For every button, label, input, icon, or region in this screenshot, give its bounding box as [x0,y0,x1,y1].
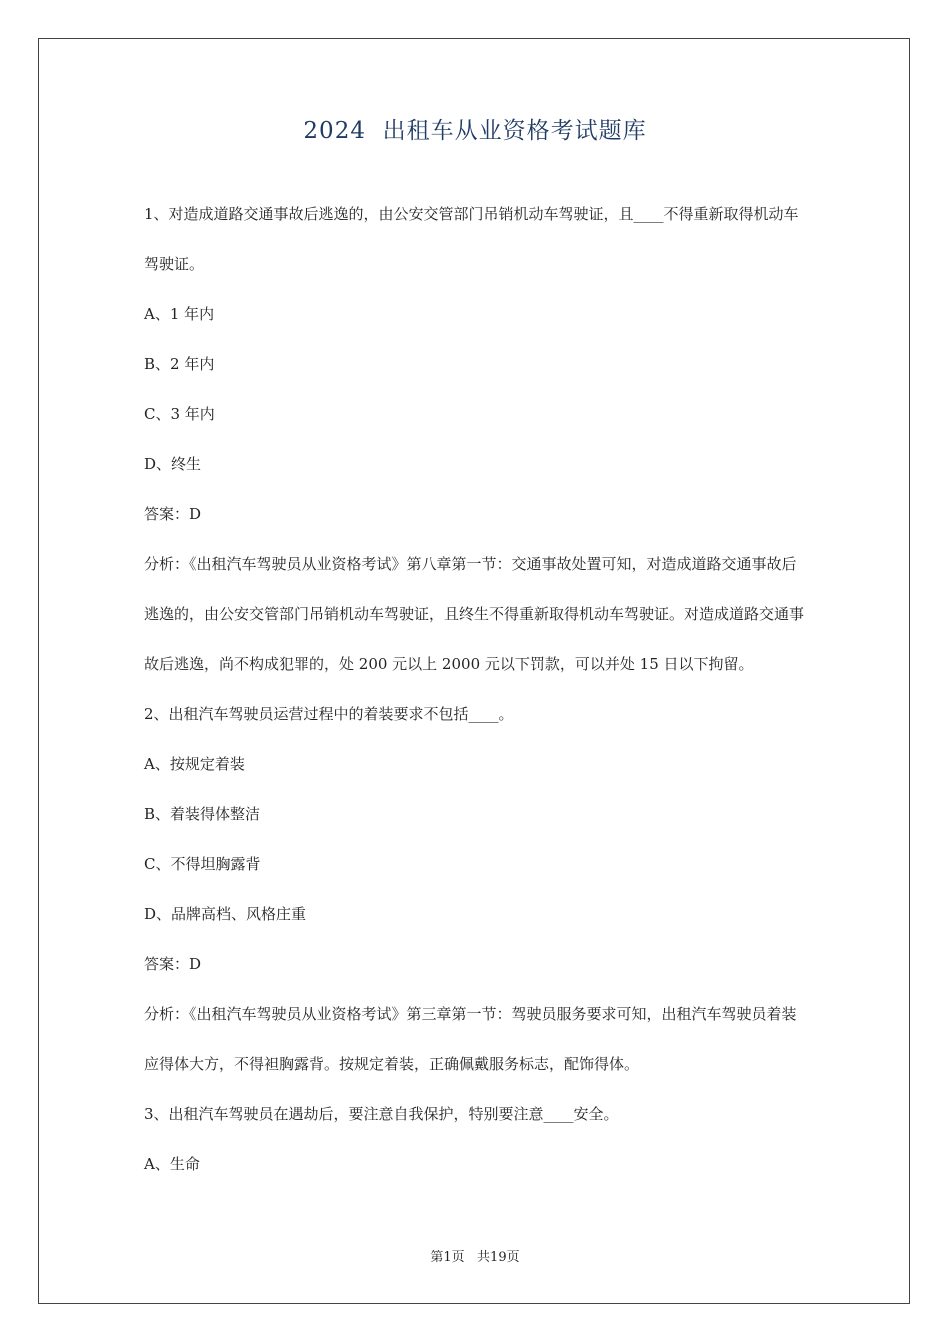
question-1-answer: 答案：D [144,505,202,523]
question-3-text: 3、出租汽车驾驶员在遇劫后，要注意自我保护，特别要注意____安全。 [144,1105,619,1123]
question-2-option-c: C、不得坦胸露背 [144,855,261,873]
question-1-analysis: 分析：《出租汽车驾驶员从业资格考试》第八章第一节：交通事故处置可知，对造成道路交通事故后逃逸的，由公安交管部门吊销机动车驾驶证，且终生不得重新取得机动车驾驶证。对造成道路交通事故后逃逸，尚不构成犯罪的，处 200 元以上 2000 元以下罚款，可以并处 15 日以下拘留。 [144,555,805,673]
page-footer: 第1页 共19页 [430,1250,520,1265]
question-2-option-b: B、着装得体整洁 [144,805,261,823]
question-2-option-a: A、按规定着装 [144,755,245,773]
document-title: 2024 出租车从业资格考试题库 [303,118,647,144]
question-1-text: 1、对造成道路交通事故后逃逸的，由公安交管部门吊销机动车驾驶证，且____不得重新取得机动车驾驶证。 [144,205,799,273]
question-1-option-d: D、终生 [144,455,202,473]
question-2-analysis: 分析：《出租汽车驾驶员从业资格考试》第三章第一节：驾驶员服务要求可知，出租汽车驾驶员着装应得体大方，不得袒胸露背。按规定着装，正确佩戴服务标志，配饰得体。 [144,1005,797,1073]
question-1-option-b: B、2 年内 [144,355,215,373]
question-2-answer: 答案：D [144,955,202,973]
question-2-text: 2、出租汽车驾驶员运营过程中的着装要求不包括____。 [144,705,514,723]
question-1-option-c: C、3 年内 [144,405,215,423]
question-3-option-a: A、生命 [144,1155,200,1173]
question-1-option-a: A、1 年内 [144,305,215,323]
document-body [144,189,808,1189]
question-2-option-d: D、品牌高档、风格庄重 [144,905,307,923]
